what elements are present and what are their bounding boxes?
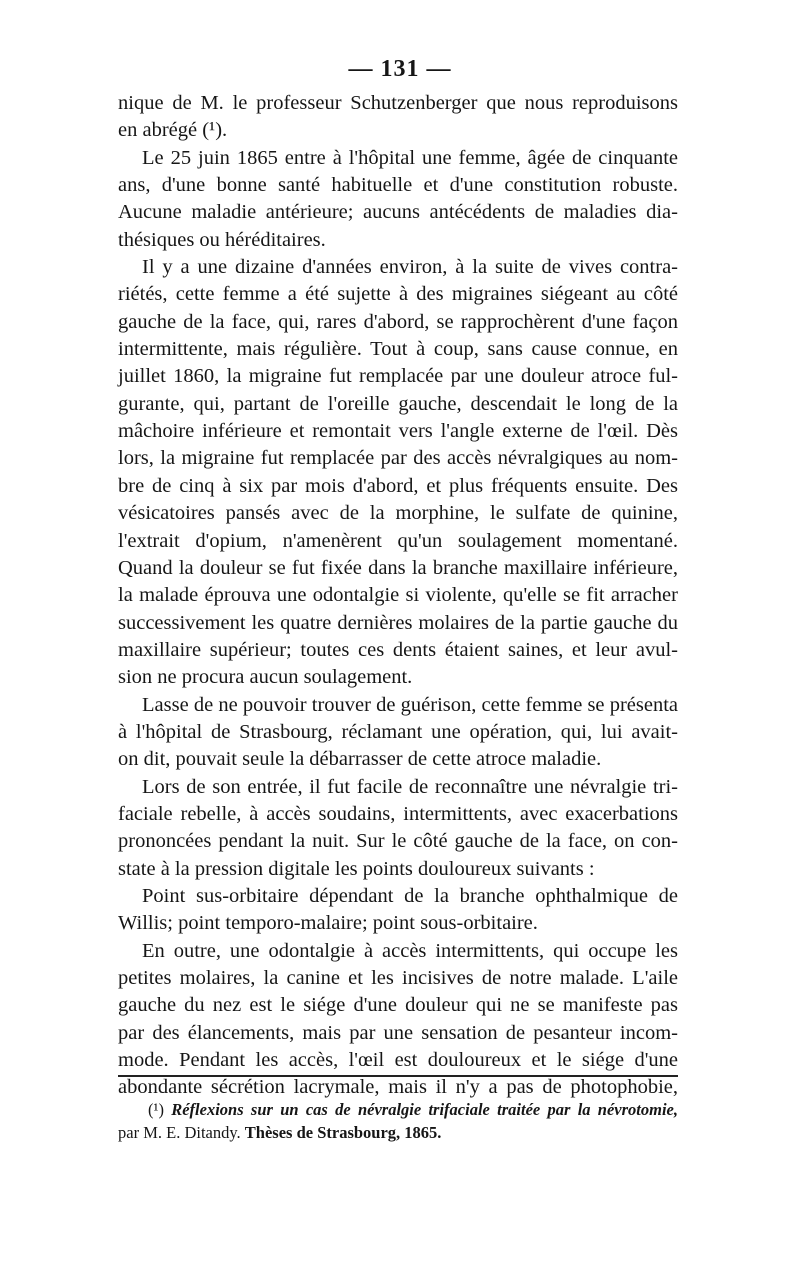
text-line: à l'hôpital de Strasbourg, réclamant une opération, qui, lui avait- [118,720,678,743]
text-line: par des élancements, mais par une sensation de pesanteur incom- [118,1021,678,1044]
text-line: Willis; point temporo-malaire; point sous-orbitaire. [118,912,538,935]
page-number: — 131 — [348,56,452,82]
text-line: Lors de son entrée, il fut facile de reconnaître une névralgie tri- [142,775,678,798]
text-line: prononcées pendant la nuit. Sur le côté gauche de la face, on con- [118,830,678,853]
text-line: Il y a une dizaine d'années environ, à la suite de vives contra- [142,256,678,279]
text-line: sion ne procura aucun soulagement. [118,666,413,689]
text-line: mode. Pendant les accès, l'œil est douloureux et le siége d'une [118,1049,678,1072]
text-line: gauche de la face, qui, rares d'abord, se rapprochèrent d'une façon [118,310,678,333]
text-line: mâchoire inférieure et remontait vers l'angle externe de l'œil. Dès [118,420,678,443]
text-line: Point sus-orbitaire dépendant de la branche ophthalmique de [142,884,678,907]
text-line: Quand la douleur se fut fixée dans la branche maxillaire inférieure, [118,556,678,579]
text-line: juillet 1860, la migraine fut remplacée par une douleur atroce ful- [118,365,678,388]
text-line: gurante, qui, partant de l'oreille gauche, descendait le long de la [118,392,678,415]
text-line: l'extrait d'opium, n'amenèrent qu'un soulagement momentané. [118,529,678,552]
text-line: nique de M. le professeur Schutzenberger que nous reproduisons [118,92,678,114]
text-line: ans, d'une bonne santé habituelle et d'une constitution robuste. [118,174,678,197]
body-text [118,90,678,1102]
footnote [118,1098,678,1144]
text-line: faciale rebelle, à accès soudains, intermittents, avec exacerbations [118,802,678,825]
footnote-author: par M. E. Ditandy. [118,1123,241,1142]
text-line: Lasse de ne pouvoir trouver de guérison, cette femme se présenta [142,693,678,716]
text-line: Aucune maladie antérieure; aucuns antécédents de maladies dia- [118,201,678,224]
text-line: riétés, cette femme a été sujette à des migraines siégeant au côté [118,283,678,306]
text-line: lors, la migraine fut remplacée par des accès névralgiques au nom- [118,447,678,470]
text-line: abondante sécrétion lacrymale, mais il n'y a pas de photophobie, [118,1076,678,1099]
footnote-line [118,1098,678,1121]
footnote-title: Réflexions sur un cas de névralgie trifaciale traitée par la névrotomie, [171,1100,678,1119]
text-line: Le 25 juin 1865 entre à l'hôpital une femme, âgée de cinquante [142,146,678,169]
text-line: successivement les quatre dernières molaires de la partie gauche du [118,611,678,634]
footnote-marker: (¹) [148,1100,164,1119]
text-line: on dit, pouvait seule la débarrasser de cette atroce maladie. [118,748,602,771]
text-line: bre de cinq à six par mois d'abord, et plus fréquents ensuite. Des [118,474,678,497]
text-line: en abrégé (¹). [118,119,228,142]
footnote-line [118,1121,678,1144]
text-line: gauche du nez est le siége d'une douleur qui ne se manifeste pas [118,994,678,1017]
text-line: En outre, une odontalgie à accès intermittents, qui occupe les [142,939,678,962]
footnote-divider [118,1075,678,1077]
text-line: maxillaire supérieur; toutes ces dents étaient saines, et leur avul- [118,638,678,661]
text-line: petites molaires, la canine et les incisives de notre malade. L'aile [118,967,678,989]
footnote-source: Thèses de Strasbourg, 1865. [244,1123,442,1142]
text-line: intermittente, mais régulière. Tout à coup, sans cause connue, en [118,338,678,361]
text-line: state à la pression digitale les points douloureux suivants : [118,857,595,880]
text-line: la malade éprouva une odontalgie si violente, qu'elle se fit arracher [118,584,678,607]
text-line: thésiques ou héréditaires. [118,228,326,251]
text-line: vésicatoires pansés avec de la morphine, le sulfate de quinine, [118,502,678,525]
